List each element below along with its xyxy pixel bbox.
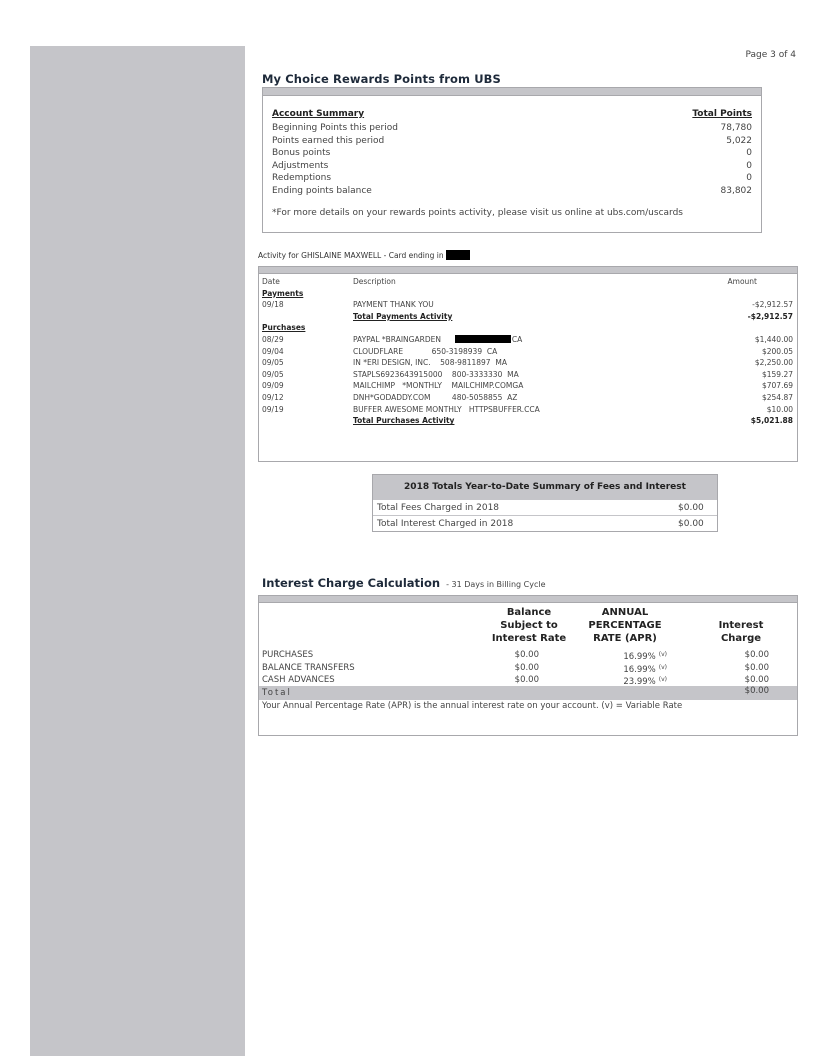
purchase-merchant: IN *ERI DESIGN, INC. 508-9811897 MA <box>353 358 507 368</box>
interest-row-name: CASH ADVANCES <box>262 675 335 685</box>
activity-for-label <box>258 250 470 260</box>
rewards-row-label: Adjustments <box>272 160 329 171</box>
left-sidebar-band <box>30 46 245 1056</box>
purchase-date: 08/29 <box>262 335 284 344</box>
fees-row-label: Total Fees Charged in 2018 <box>377 503 500 513</box>
rewards-row-value: 0 <box>746 148 752 158</box>
purchase-description <box>353 357 507 369</box>
interest-row-name: BALANCE TRANSFERS <box>262 662 355 673</box>
purchase-description <box>353 392 517 404</box>
interest-row <box>262 662 797 674</box>
purchase-amount: $159.27 <box>761 369 793 379</box>
rewards-row-label: Ending points balance <box>272 185 372 196</box>
redacted-text <box>455 335 511 343</box>
rewards-row <box>272 172 752 185</box>
rewards-row-label: Bonus points <box>272 148 331 158</box>
purchase-row <box>262 357 793 369</box>
rewards-row <box>272 147 752 160</box>
purchase-description <box>353 369 519 381</box>
interest-total-charge: $0.00 <box>744 686 769 696</box>
balance-column-header <box>469 606 589 645</box>
rewards-note: *For more details on your rewards points activity, please visit us online at ubs.com/uscards <box>272 208 683 218</box>
payments-section-label <box>262 288 793 300</box>
interest-row-balance: $0.00 <box>514 650 539 660</box>
rewards-row <box>272 185 752 198</box>
rewards-row-value: 5,022 <box>726 135 752 146</box>
apr-value: 16.99% <box>623 652 656 662</box>
charge-header-line: Charge <box>720 633 762 644</box>
total-points-header: Total Points <box>692 109 752 119</box>
transactions-header-bar <box>259 267 797 274</box>
fees-summary-title: 2018 Totals Year-to-Date Summary of Fees and Interest <box>373 475 717 499</box>
rewards-row-label: Redemptions <box>272 173 332 183</box>
apr-header-line: PERCENTAGE <box>588 620 662 631</box>
rewards-row <box>272 160 752 173</box>
billing-cycle-note: - 31 Days in Billing Cycle <box>446 580 546 589</box>
purchase-description <box>353 380 523 392</box>
interest-row <box>262 674 797 686</box>
interest-row-value: $0.00 <box>678 519 704 529</box>
purchase-date: 09/09 <box>262 381 284 391</box>
interest-row-name: PURCHASES <box>262 650 314 660</box>
purchase-date: 09/12 <box>262 393 284 402</box>
purchase-description <box>353 346 497 358</box>
purchase-amount: $254.87 <box>761 393 793 402</box>
cardholder-label: Activity for GHISLAINE MAXWELL - Card ending in <box>258 250 444 260</box>
purchases-section-label <box>262 322 793 334</box>
payment-description: PAYMENT THANK YOU <box>353 300 434 310</box>
variable-rate-flag: (v) <box>658 651 667 658</box>
charge-header-line: Interest <box>718 620 764 631</box>
rewards-row-value: 78,780 <box>720 123 752 133</box>
rewards-title: My Choice Rewards Points from UBS <box>262 72 501 86</box>
interest-row-apr <box>623 674 667 688</box>
purchase-row <box>262 346 793 358</box>
amount-column-header: Amount <box>727 277 757 286</box>
page-number: Page 3 of 4 <box>745 50 796 60</box>
interest-row-charge: $0.00 <box>744 662 769 673</box>
purchases-label: Purchases <box>262 323 306 333</box>
variable-rate-flag: (v) <box>658 676 667 683</box>
balance-header-line: Subject to <box>500 620 558 631</box>
transactions-table <box>258 266 798 462</box>
balance-header-line: Interest Rate <box>491 633 567 644</box>
transactions-header-row <box>262 276 793 288</box>
apr-value: 16.99% <box>623 664 656 675</box>
purchases-total-label: Total Purchases Activity <box>353 416 455 426</box>
apr-header-line: ANNUAL <box>601 607 649 618</box>
purchase-merchant: PAYPAL *BRAINGARDEN <box>353 335 441 344</box>
purchase-amount: $200.05 <box>761 346 793 356</box>
date-column-header: Date <box>262 277 280 286</box>
interest-row <box>373 515 717 531</box>
purchase-row <box>262 404 793 416</box>
purchase-amount: $10.00 <box>766 404 793 414</box>
purchase-merchant: DNH*GODADDY.COM 480-5058855 AZ <box>353 393 518 402</box>
payments-total-amount: -$2,912.57 <box>747 311 793 321</box>
interest-total-label: Total <box>262 688 292 698</box>
purchase-merchant: MAILCHIMP *MONTHLY MAILCHIMP.COMGA <box>353 381 524 391</box>
payment-amount: -$2,912.57 <box>752 300 793 310</box>
purchase-date: 09/19 <box>262 404 284 414</box>
purchase-row <box>262 392 793 404</box>
redacted-card-number <box>446 250 470 260</box>
payments-total-label: Total Payments Activity <box>353 311 453 321</box>
rewards-row <box>272 122 752 135</box>
charge-column-header <box>701 619 781 645</box>
interest-row-balance: $0.00 <box>514 675 539 685</box>
rewards-header-bar <box>263 88 761 96</box>
rewards-row-label: Points earned this period <box>272 135 385 146</box>
purchase-merchant: STAPLS6923643915000 800-3333330 MA <box>353 369 519 379</box>
purchase-amount: $707.69 <box>761 381 793 391</box>
purchase-row <box>262 334 793 346</box>
rewards-row <box>272 135 752 148</box>
balance-header-line: Balance <box>506 607 552 618</box>
purchase-merchant: CLOUDFLARE 650-3198939 CA <box>353 346 498 356</box>
account-summary-header: Account Summary <box>272 109 365 119</box>
rewards-row-value: 83,802 <box>720 185 752 196</box>
fees-row <box>373 499 717 515</box>
payments-label: Payments <box>262 288 304 298</box>
rewards-rows <box>272 122 752 197</box>
purchase-location: CA <box>511 335 523 344</box>
rewards-row-label: Beginning Points this period <box>272 123 398 133</box>
interest-total-row <box>259 686 797 700</box>
apr-header-line: RATE (APR) <box>593 633 657 644</box>
interest-row-charge: $0.00 <box>744 650 769 660</box>
purchase-merchant: BUFFER AWESOME MONTHLY HTTPSBUFFER.CCA <box>353 404 540 414</box>
purchase-date: 09/05 <box>262 369 284 379</box>
interest-header-bar <box>259 596 797 603</box>
interest-row-charge: $0.00 <box>744 675 769 685</box>
purchase-description <box>353 404 540 416</box>
rewards-summary-box <box>262 87 762 233</box>
interest-row-balance: $0.00 <box>514 662 539 673</box>
apr-note: Your Annual Percentage Rate (APR) is the annual interest rate on your account. (v) = Variable Rate <box>262 701 683 711</box>
payment-row <box>262 299 793 311</box>
variable-rate-flag: (v) <box>658 663 667 671</box>
interest-calc-table <box>258 595 798 736</box>
payment-date: 09/18 <box>262 300 284 310</box>
fees-row-value: $0.00 <box>678 503 704 513</box>
apr-value: 23.99% <box>623 677 656 687</box>
interest-calc-heading: Interest Charge Calculation <box>262 576 441 590</box>
rewards-row-value: 0 <box>746 160 752 171</box>
purchase-date: 09/05 <box>262 358 284 368</box>
rewards-row-value: 0 <box>746 173 752 183</box>
purchase-date: 09/04 <box>262 346 284 356</box>
purchase-row <box>262 369 793 381</box>
interest-row <box>262 649 797 661</box>
purchase-amount: $1,440.00 <box>754 335 793 344</box>
purchases-total-row <box>262 415 793 427</box>
payments-total-row <box>262 311 793 323</box>
interest-row-label: Total Interest Charged in 2018 <box>377 519 514 529</box>
purchases-total-amount: $5,021.88 <box>750 416 793 426</box>
apr-column-header <box>575 606 675 645</box>
purchase-amount: $2,250.00 <box>754 358 793 368</box>
purchase-row <box>262 380 793 392</box>
purchase-description <box>353 334 522 346</box>
description-column-header: Description <box>353 277 396 286</box>
fees-summary-table <box>372 474 718 532</box>
interest-calc-title <box>262 576 546 590</box>
